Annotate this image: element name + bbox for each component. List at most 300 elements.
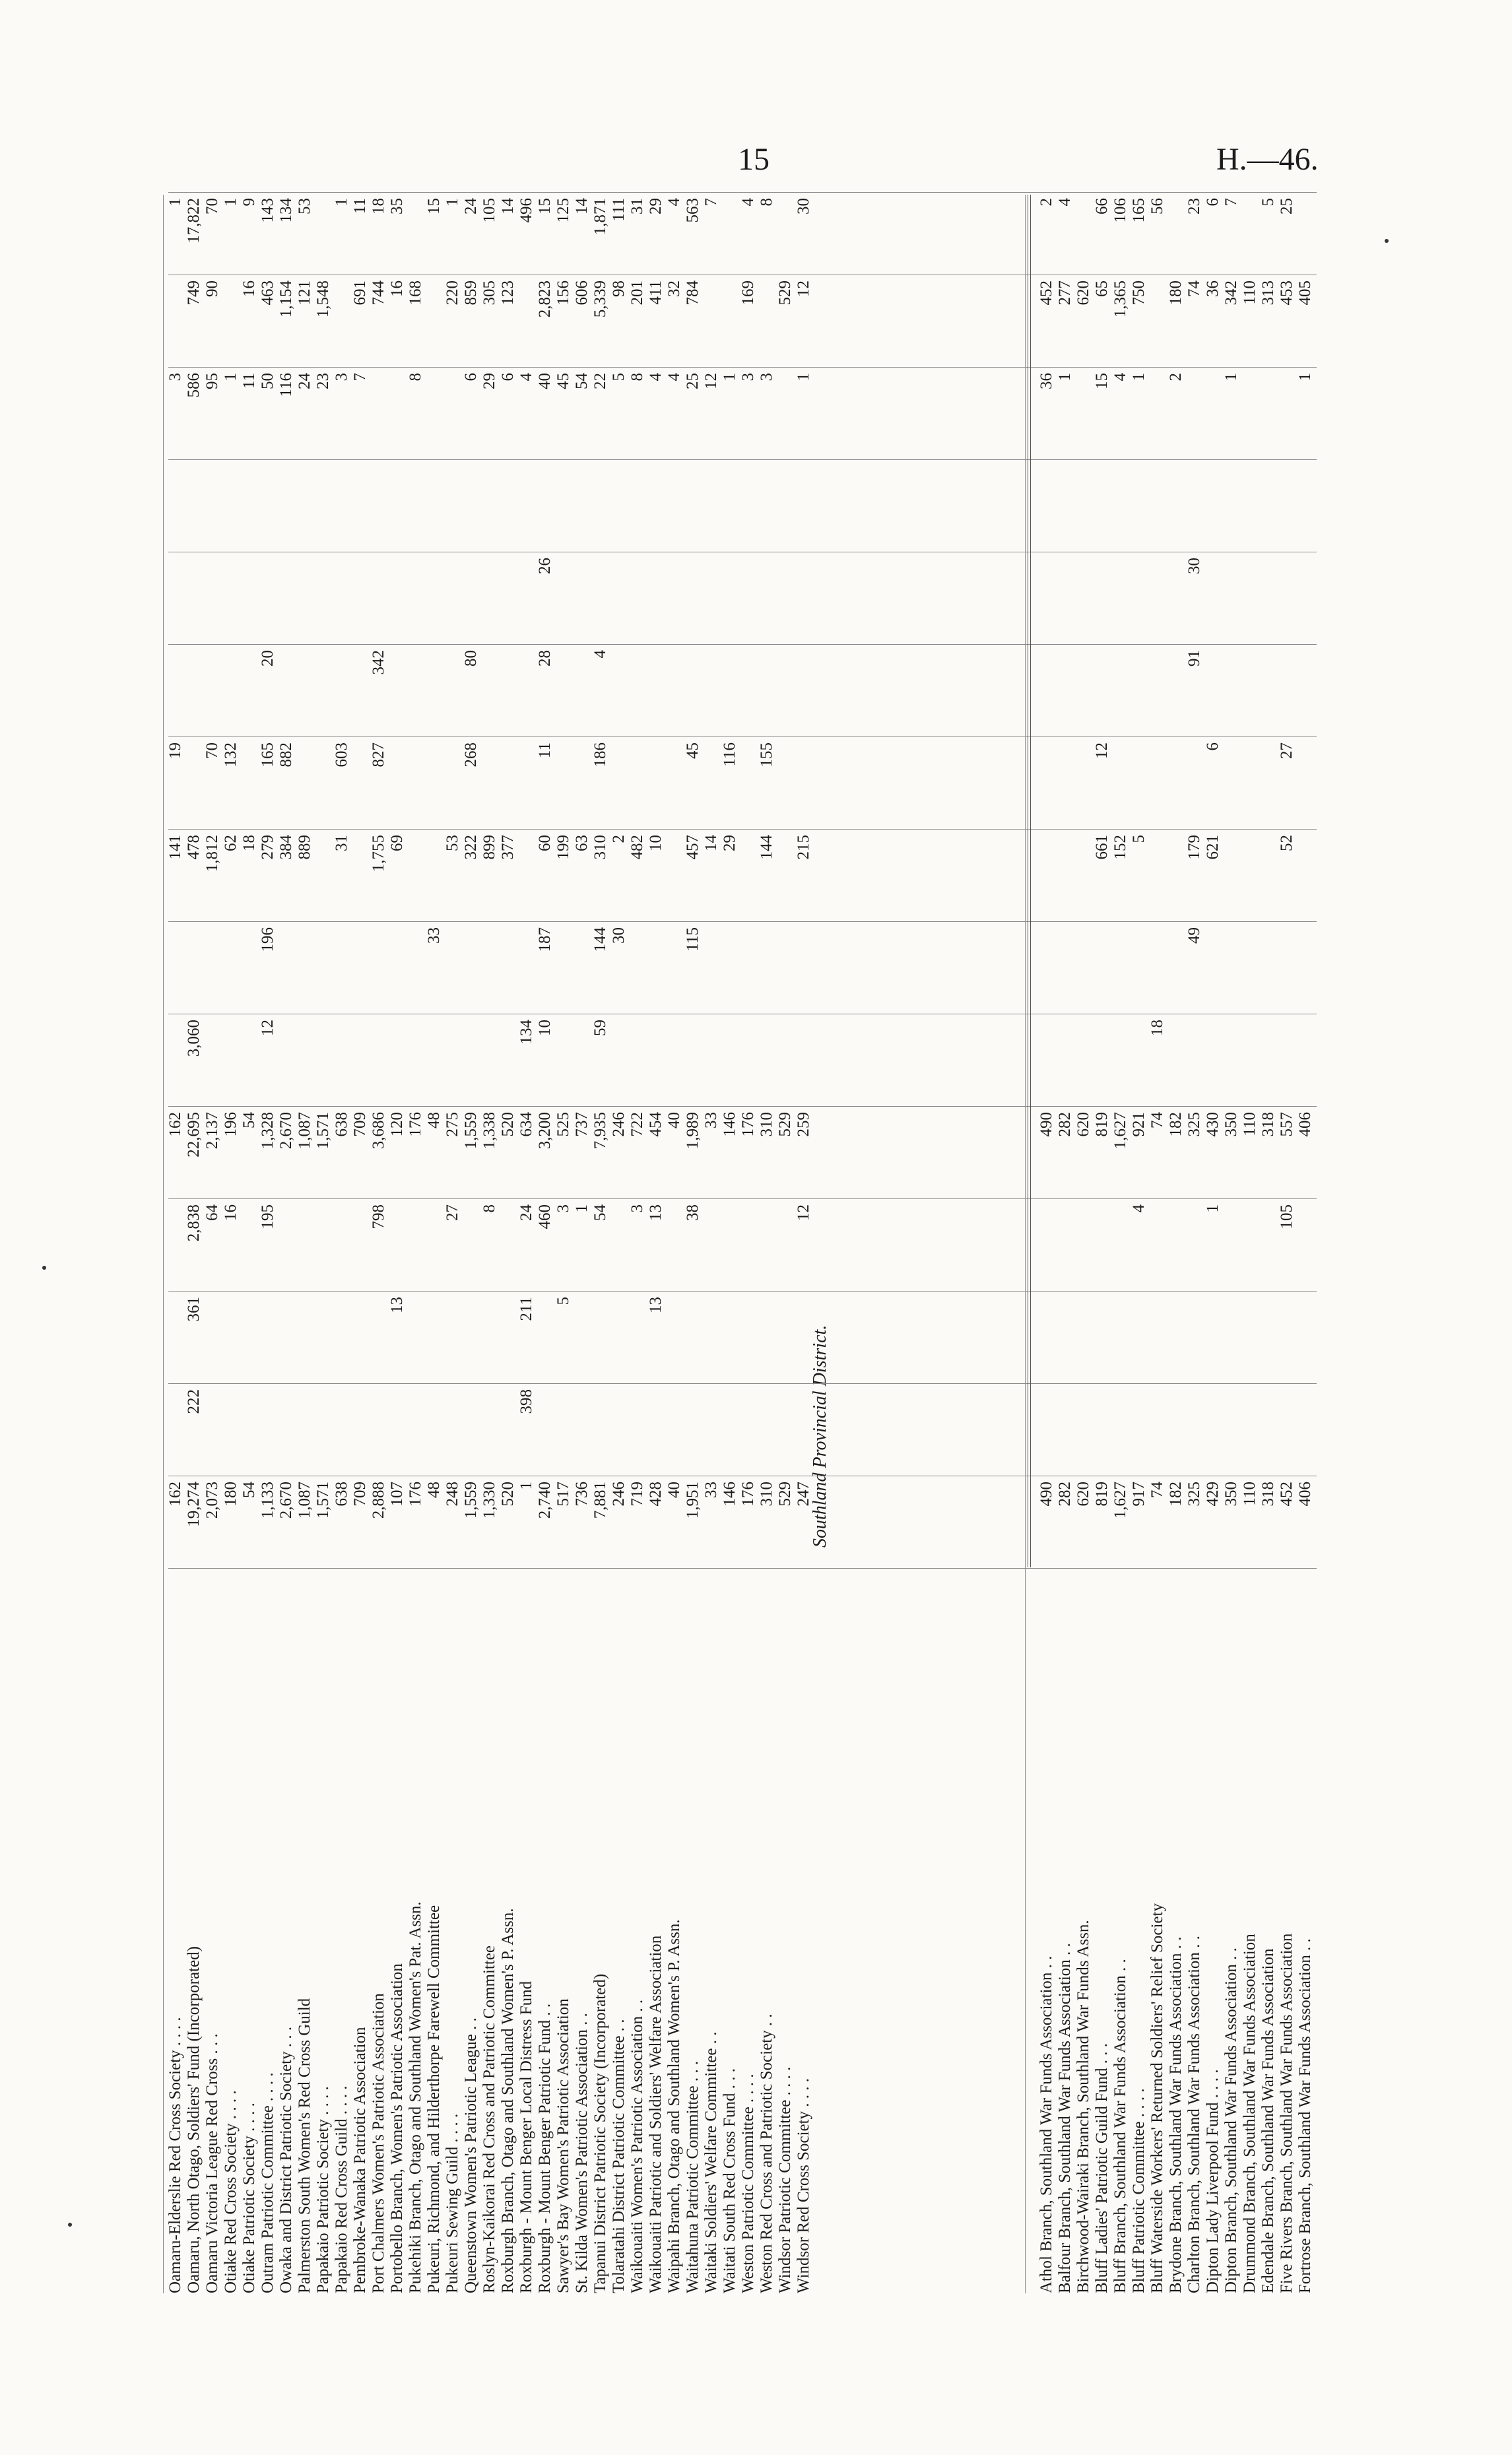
amount-cell: 33 [425,927,443,944]
fund-name: Waitahuna Patriotic Committee . . . [684,2060,702,2293]
amount-cell: 53 [444,835,461,851]
amount-cell: 529 [776,1482,794,1507]
amount-cell: 452 [1278,1482,1296,1507]
amount-cell: 606 [573,280,591,306]
amount-cell: 14 [499,198,517,214]
table-row [1261,195,1276,2293]
amount-cell: 921 [1130,1112,1148,1137]
amount-cell: 16 [388,280,406,297]
fund-name: Roxburgh - Mount Benger Patriotic Fund . . [536,2003,554,2293]
amount-cell: 36 [1204,280,1222,297]
fund-name: Queenstown Women's Patriotic League . . [462,2017,480,2293]
amount-cell: 29 [721,835,739,851]
table-row [797,195,811,2293]
column-rule [168,459,1317,460]
amount-cell: 4 [739,198,757,207]
fund-name: Dipton Branch, Southland War Funds Association . . [1222,1948,1240,2293]
amount-cell: 342 [370,650,387,675]
amount-cell: 18 [370,198,387,214]
amount-cell: 361 [185,1297,203,1322]
fund-name: Papakaio Patriotic Society . . . . [314,2086,332,2293]
amount-cell: 529 [776,1112,794,1137]
amount-cell: 63 [573,835,591,851]
fund-name: Oamaru, North Otago, Soldiers' Fund (Incorporated) [185,1946,203,2293]
amount-cell: 246 [610,1112,628,1137]
table-row [409,195,423,2293]
amount-cell: 377 [499,835,517,860]
amount-cell: 277 [1056,280,1074,306]
amount-cell: 180 [222,1482,240,1507]
amount-cell: 7,881 [591,1482,609,1519]
amount-cell: 1,812 [203,835,221,872]
amount-cell: 3,200 [536,1112,554,1150]
amount-cell: 115 [684,927,702,952]
fund-name: Palmerston South Women's Red Cross Guild [296,1998,313,2293]
amount-cell: 603 [333,742,350,768]
amount-cell: 709 [351,1482,369,1507]
amount-cell: 310 [758,1482,775,1507]
fund-name: Edendale Branch, Southland War Funds Association [1259,1948,1277,2293]
amount-cell: 1,571 [314,1482,332,1519]
amount-cell: 35 [388,198,406,214]
amount-cell: 3 [333,373,350,381]
amount-cell: 4 [591,650,609,659]
amount-cell: 6 [1204,742,1222,751]
amount-cell: 12 [1093,742,1111,759]
fund-name: Port Chalmers Women's Patriotic Association [370,1993,387,2293]
amount-cell: 6 [499,373,517,381]
amount-cell: 17,822 [185,198,203,244]
table-row [1280,195,1294,2293]
amount-cell: 1 [444,198,461,207]
fund-name: Waitaki Soldiers' Welfare Committee . . [702,2031,720,2293]
table-row [760,195,774,2293]
amount-cell: 3 [554,1204,572,1213]
amount-cell: 1 [1130,373,1148,381]
table-row [686,195,700,2293]
amount-cell: 121 [296,280,313,306]
amount-cell: 54 [240,1482,258,1498]
fund-name: Tolaratahi District Patriotic Committee . . [610,2019,628,2293]
amount-cell: 634 [517,1112,535,1137]
table-row [224,195,238,2293]
table-row [1187,195,1202,2293]
table-row [1206,195,1220,2293]
amount-cell: 8 [480,1204,498,1213]
amount-cell: 620 [1074,280,1092,306]
amount-cell: 14 [702,835,720,851]
table-row [649,195,663,2293]
amount-cell: 463 [259,280,277,306]
amount-cell: 1,559 [462,1482,480,1519]
ink-speck [68,2223,72,2227]
amount-cell: 176 [739,1112,757,1137]
amount-cell: 5 [1259,198,1277,207]
amount-cell: 36 [1037,373,1055,389]
amount-cell: 428 [647,1482,665,1507]
amount-cell: 60 [536,835,554,851]
amount-cell: 1,951 [684,1482,702,1519]
amount-cell: 222 [185,1389,203,1414]
amount-cell: 520 [499,1112,517,1137]
amount-cell: 638 [333,1482,350,1507]
amount-cell: 1,087 [296,1482,313,1519]
amount-cell: 146 [721,1112,739,1137]
amount-cell: 1,755 [370,835,387,872]
table-row [519,195,534,2293]
table-row [427,195,442,2293]
table-row [1298,195,1313,2293]
table-row [630,195,645,2293]
table-row [704,195,719,2293]
fund-name: Drummond Branch, Southland War Funds Association [1241,1934,1259,2293]
amount-cell: 13 [647,1297,665,1313]
amount-cell: 2 [610,835,628,843]
fund-name: Sawyer's Bay Women's Patriotic Association [554,1998,572,2293]
amount-cell: 23 [1185,198,1203,214]
fund-name: Windsor Red Cross Society . . . . [795,2078,812,2293]
amount-cell: 1 [1204,1204,1222,1213]
table-row [482,195,497,2293]
amount-cell: 620 [1074,1112,1092,1137]
table-row [612,195,626,2293]
amount-cell: 1,627 [1111,1482,1129,1519]
amount-cell: 1 [333,198,350,207]
amount-cell: 24 [517,1204,535,1221]
amount-cell: 91 [1185,650,1203,667]
fund-name: Tapanui District Patriotic Society (Incorporated) [591,1973,609,2293]
amount-cell: 310 [591,835,609,860]
amount-cell: 15 [1093,373,1111,389]
amount-cell: 29 [647,198,665,214]
fund-name: Roslyn-Kaikorai Red Cross and Patriotic Committee [480,1945,498,2293]
table-row [1058,195,1072,2293]
amount-cell: 1 [573,1204,591,1213]
table-row [1150,195,1165,2293]
fund-name: Oamaru-Elderslie Red Cross Society . . . . [166,2017,184,2293]
double-rule [1028,195,1031,1567]
amount-cell: 162 [166,1112,184,1137]
amount-cell: 195 [259,1204,277,1229]
amount-cell: 2,740 [536,1482,554,1519]
amount-cell: 8 [758,198,775,207]
name-column-rule [168,1568,1317,1569]
amount-cell: 5,339 [591,280,609,318]
table-row [261,195,275,2293]
amount-cell: 819 [1093,1112,1111,1137]
amount-cell: 9 [240,198,258,207]
amount-cell: 30 [1185,558,1203,574]
amount-cell: 33 [702,1482,720,1498]
amount-cell: 520 [499,1482,517,1507]
table-row [741,195,756,2293]
amount-cell: 56 [1148,198,1166,214]
fund-name: Pukehiki Branch, Otago and Southland Women's Pat. Assn. [407,1901,424,2293]
amount-cell: 3 [758,373,775,381]
amount-cell: 52 [1278,835,1296,851]
amount-cell: 2,888 [370,1482,387,1519]
amount-cell: 18 [240,835,258,851]
amount-cell: 246 [610,1482,628,1507]
amount-cell: 322 [462,835,480,860]
amount-cell: 220 [444,280,461,306]
amount-cell: 38 [684,1204,702,1221]
table-row [723,195,737,2293]
amount-cell: 384 [277,835,295,860]
amount-cell: 1,365 [1111,280,1129,318]
column-rule [168,644,1317,645]
fund-name: Athol Branch, Southland War Funds Association . . [1037,1955,1055,2293]
table-row [556,195,571,2293]
amount-cell: 215 [795,835,812,860]
amount-cell: 165 [1130,198,1148,223]
amount-cell: 1 [1296,373,1314,381]
amount-cell: 279 [259,835,277,860]
amount-cell: 45 [684,742,702,759]
amount-cell: 268 [462,742,480,768]
table-row [538,195,552,2293]
amount-cell: 638 [333,1112,350,1137]
table-row [242,195,257,2293]
amount-cell: 460 [536,1204,554,1229]
amount-cell: 350 [1222,1482,1240,1507]
amount-cell: 120 [388,1112,406,1137]
amount-cell: 199 [554,835,572,860]
amount-cell: 105 [480,198,498,223]
amount-cell: 26 [536,558,554,574]
table-row [575,195,589,2293]
ink-speck [1385,239,1389,243]
amount-cell: 1 [1056,373,1074,381]
amount-cell: 27 [1278,742,1296,759]
table-row [168,195,183,2293]
fund-name: Pukeuri, Richmond, and Hilderthorpe Farewell Committee [425,1905,443,2293]
amount-cell: 3,686 [370,1112,387,1150]
amount-cell: 12 [259,1020,277,1036]
column-rule [168,367,1317,368]
table-row [316,195,331,2293]
amount-cell: 143 [259,198,277,223]
fund-name: Weston Red Cross and Patriotic Society . . [758,2013,775,2293]
amount-cell: 282 [1056,1482,1074,1507]
amount-cell: 342 [1222,280,1240,306]
amount-cell: 180 [1167,280,1185,306]
amount-cell: 798 [370,1204,387,1229]
amount-cell: 406 [1296,1482,1314,1507]
amount-cell: 691 [351,280,369,306]
fund-name: Charlton Branch, Southland War Funds Association . . [1185,1936,1203,2293]
table-row [1113,195,1128,2293]
table-row [372,195,386,2293]
fund-name: Otiake Red Cross Society . . . . [222,2090,240,2293]
amount-cell: 13 [647,1204,665,1221]
amount-cell: 4 [1130,1204,1148,1213]
amount-cell: 50 [259,373,277,389]
amount-cell: 1,330 [480,1482,498,1519]
fund-name: Waikouaiti Women's Patriotic Association . . [628,1999,646,2293]
amount-cell: 31 [628,198,646,214]
amount-cell: 49 [1185,927,1203,944]
amount-cell: 784 [684,280,702,306]
amount-cell: 453 [1278,280,1296,306]
amount-cell: 70 [203,198,221,214]
fund-name: Bluff Waterside Workers' Returned Soldiers' Relief Society [1148,1903,1166,2293]
amount-cell: 24 [296,373,313,389]
amount-cell: 165 [259,742,277,768]
amount-cell: 196 [259,927,277,952]
top-rule [163,195,164,2293]
amount-cell: 12 [795,1204,812,1221]
fund-name: Pembroke-Wanaka Patriotic Association [351,2027,369,2293]
amount-cell: 179 [1185,835,1203,860]
amount-cell: 13 [388,1297,406,1313]
amount-cell: 98 [610,280,628,297]
ink-speck [42,1266,46,1270]
amount-cell: 141 [166,835,184,860]
amount-cell: 211 [517,1297,535,1321]
column-rule [168,1106,1317,1107]
amount-cell: 4 [665,373,683,381]
amount-cell: 4 [647,373,665,381]
amount-cell: 411 [647,280,665,305]
amount-cell: 169 [739,280,757,306]
fund-name: Fortrose Branch, Southland War Funds Association . . [1296,1938,1314,2293]
table-row [279,195,294,2293]
amount-cell: 525 [554,1112,572,1137]
amount-cell: 275 [444,1112,461,1137]
fund-name: Birchwood-Wairaki Branch, Southland War Funds Assn. [1074,1920,1092,2293]
amount-cell: 4 [665,198,683,207]
table-row [1224,195,1239,2293]
amount-cell: 899 [480,835,498,860]
table-row [353,195,368,2293]
column-rule [168,736,1317,737]
amount-cell: 54 [573,373,591,389]
table-row [1132,195,1146,2293]
fund-name: Dipton Lady Liverpool Fund . . . . [1204,2069,1222,2293]
amount-cell: 64 [203,1204,221,1221]
amount-cell: 182 [1167,1482,1185,1507]
amount-cell: 54 [591,1204,609,1221]
amount-cell: 3 [739,373,757,381]
amount-cell: 586 [185,373,203,398]
amount-cell: 7 [702,198,720,207]
amount-cell: 1 [222,198,240,207]
amount-cell: 30 [795,198,812,214]
amount-cell: 248 [444,1482,461,1507]
amount-cell: 16 [240,280,258,297]
amount-cell: 152 [1111,835,1129,860]
amount-cell: 5 [554,1297,572,1305]
amount-cell: 22,695 [185,1112,203,1158]
amount-cell: 3 [628,1204,646,1213]
amount-cell: 27 [444,1204,461,1221]
amount-cell: 749 [185,280,203,306]
column-rule [168,192,1317,193]
table-row [593,195,608,2293]
amount-cell: 90 [203,280,221,297]
amount-cell: 14 [573,198,591,214]
amount-cell: 490 [1037,1112,1055,1137]
fund-name: Papakaio Red Cross Guild . . . . [333,2085,350,2293]
document-reference: H.—46. [1216,142,1319,177]
amount-cell: 737 [573,1112,591,1137]
amount-cell: 70 [203,742,221,759]
amount-cell: 557 [1278,1112,1296,1137]
table-row [464,195,478,2293]
amount-cell: 54 [240,1112,258,1129]
fund-name: Windsor Patriotic Committee . . . . [776,2066,794,2293]
amount-cell: 74 [1185,280,1203,297]
amount-cell: 65 [1093,280,1111,297]
amount-cell: 19 [166,742,184,759]
amount-cell: 168 [407,280,424,306]
amount-cell: 11 [536,742,554,759]
amount-cell: 750 [1130,280,1148,306]
amount-cell: 16 [222,1204,240,1221]
amount-cell: 8 [407,373,424,381]
amount-cell: 1,133 [259,1482,277,1519]
amount-cell: 20 [259,650,277,667]
amount-cell: 398 [517,1389,535,1414]
amount-cell: 24 [462,198,480,214]
fund-name: Otiake Patriotic Society . . . . [240,2103,258,2293]
amount-cell: 1 [721,373,739,381]
amount-cell: 30 [610,927,628,944]
amount-cell: 25 [1278,198,1296,214]
amount-cell: 11 [240,373,258,389]
amount-cell: 496 [517,198,535,223]
fund-name: Bluff Patriotic Committee . . . . [1130,2088,1148,2293]
amount-cell: 2,670 [277,1482,295,1519]
amount-cell: 620 [1074,1482,1092,1507]
section-heading: Southland Provincial District. [810,1325,830,1548]
amount-cell: 144 [591,927,609,952]
amount-cell: 22 [591,373,609,389]
amount-cell: 116 [277,373,295,397]
page-number: 15 [738,142,770,177]
amount-cell: 1 [517,1482,535,1490]
table-row [205,195,220,2293]
fund-name: Waitati South Red Cross Fund . . . [721,2068,739,2293]
amount-cell: 176 [739,1482,757,1507]
amount-cell: 40 [536,373,554,389]
amount-cell: 313 [1259,280,1277,306]
amount-cell: 5 [1130,835,1148,843]
amount-cell: 1,087 [296,1112,313,1150]
table-row [335,195,349,2293]
amount-cell: 144 [758,835,775,860]
amount-cell: 40 [665,1482,683,1498]
amount-cell: 744 [370,280,387,306]
amount-cell: 74 [1148,1482,1166,1498]
amount-cell: 2 [1167,373,1185,381]
table-row [445,195,460,2293]
amount-cell: 2,137 [203,1112,221,1150]
amount-cell: 132 [222,742,240,768]
amount-cell: 529 [776,280,794,306]
amount-cell: 25 [684,373,702,389]
fund-name: Pukeuri Sewing Guild . . . . [444,2113,461,2293]
amount-cell: 305 [480,280,498,306]
fund-name: Five Rivers Branch, Southland War Funds Association [1278,1933,1296,2293]
amount-cell: 882 [277,742,295,768]
amount-cell: 736 [573,1482,591,1507]
amount-cell: 105 [1278,1204,1296,1229]
amount-cell: 40 [665,1112,683,1129]
amount-cell: 405 [1296,280,1314,306]
amount-cell: 110 [1241,1482,1259,1506]
